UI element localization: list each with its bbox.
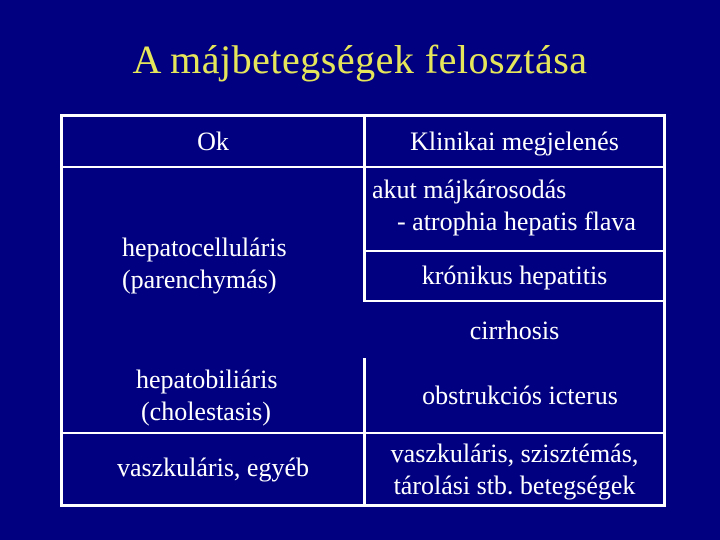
cause-vascular-other: vaszkuláris, egyéb [116, 453, 310, 482]
acute-chronic-separator [365, 250, 665, 252]
clinical-cirrhosis: cirrhosis [469, 316, 560, 345]
header-clinical: Klinikai megjelenés [410, 127, 619, 156]
header-separator-left [60, 166, 365, 168]
clinical-obstructive-jaundice: obstrukciós icterus [422, 381, 618, 410]
cause-hepatobiliary: hepatobiliáris (cholestasis) [136, 365, 278, 426]
clinical-acute-liver-damage: akut májkárosodás - atrophia hepatis flava [372, 175, 636, 236]
chronic-cirrhosis-separator [365, 300, 665, 302]
header-separator-right [365, 166, 665, 168]
table-border-right [663, 114, 666, 507]
header-cause: Ok [197, 127, 229, 156]
cause-hepatocellular: hepatocelluláris (parenchymás) [122, 233, 287, 294]
table-border-left [60, 114, 63, 507]
clinical-chronic-hepatitis: krónikus hepatitis [421, 261, 608, 290]
clinical-vascular-systemic: vaszkuláris, szisztémás, tárolási stb. betegségek [390, 439, 639, 500]
slide-title: A májbetegségek felosztása [132, 37, 588, 82]
